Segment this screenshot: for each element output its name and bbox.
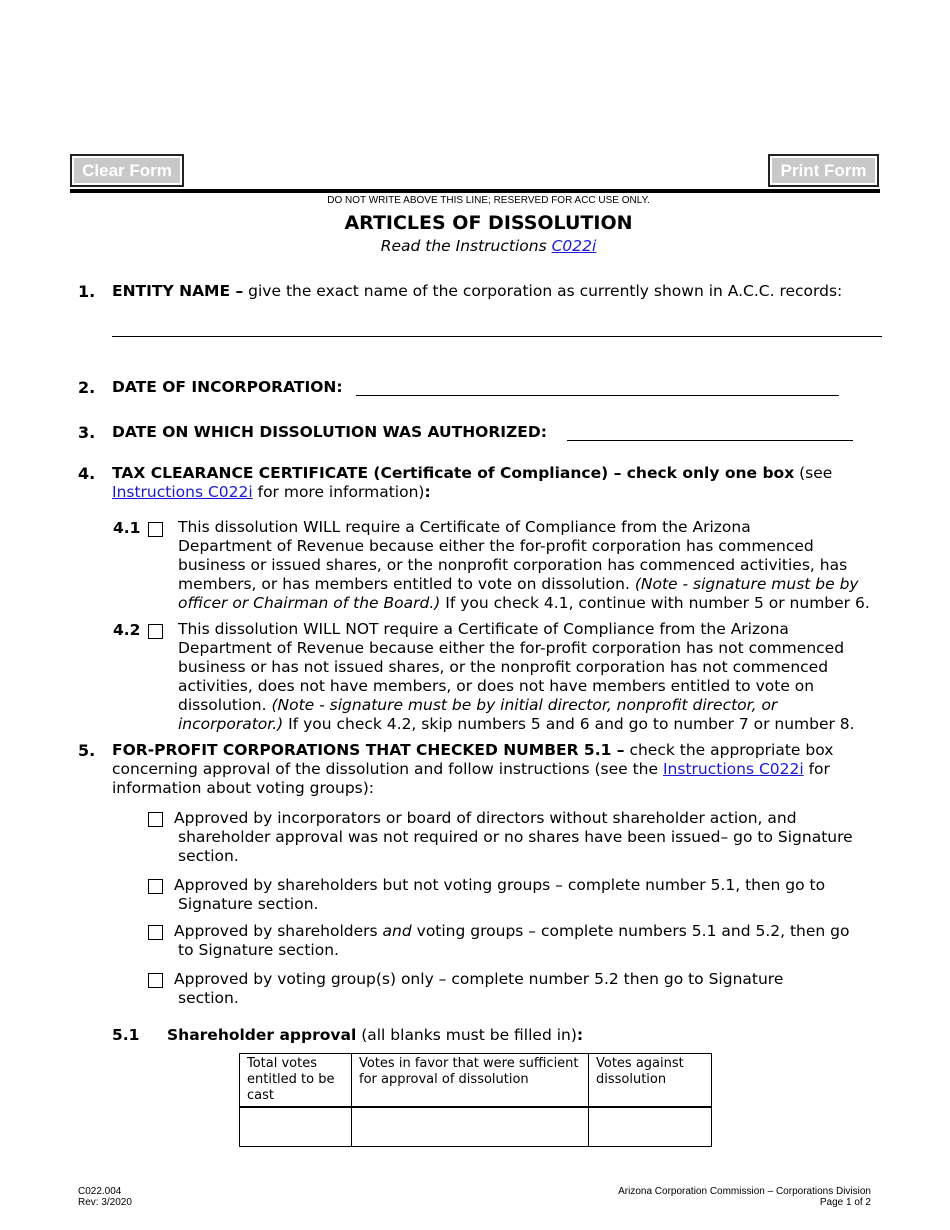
option-3-line: to Signature section.	[178, 941, 339, 959]
item-5-1-label	[167, 1026, 583, 1045]
option-1-text	[174, 809, 853, 866]
item-5-label	[112, 741, 833, 798]
instructions-link[interactable]: C022i	[551, 237, 597, 255]
table-input-row	[240, 1107, 712, 1147]
votes-against-field[interactable]	[589, 1107, 712, 1147]
item-4-number: 4.	[78, 464, 96, 483]
item-2-label: DATE OF INCORPORATION:	[112, 378, 343, 396]
option-4-line: Approved by voting group(s) only – complete number 5.2 then go to Signature	[174, 970, 784, 988]
instructions-link-5[interactable]: Instructions C022i	[662, 760, 804, 778]
item-5-number: 5.	[78, 741, 96, 760]
option-1-line: Approved by incorporators or board of directors without shareholder action, and	[174, 809, 797, 827]
item-4-2-line: business or has not issued shares, or the nonprofit corporation has not commenced	[178, 658, 829, 676]
clear-form-button[interactable]: Clear Form	[70, 154, 184, 187]
option-3-text-a: Approved by shareholders	[174, 922, 383, 940]
item-4-1-line	[178, 594, 870, 613]
checkbox-option-1[interactable]	[148, 812, 163, 827]
form-revision: Rev: 3/2020	[78, 1197, 132, 1208]
subtitle	[0, 237, 950, 255]
item-4-1-text-a: members, or has members entitled to vote on dissolution.	[178, 575, 635, 593]
item-1-number: 1.	[78, 282, 96, 301]
incorporation-date-field[interactable]	[356, 381, 839, 396]
item-5-text-a: concerning approval of the dissolution and follow instructions (see the	[112, 760, 663, 778]
item-4-bold: TAX CLEARANCE CERTIFICATE (Certificate of Compliance) – check only one box	[112, 464, 795, 482]
option-1-line: section.	[178, 847, 239, 865]
entity-name-field[interactable]	[112, 322, 882, 337]
item-5-1-number: 5.1	[112, 1026, 140, 1044]
item-4-text: (see	[794, 464, 833, 482]
subtitle-text: Read the Instructions	[380, 237, 552, 255]
item-4-label	[112, 464, 832, 483]
item-5-1-colon: :	[576, 1026, 584, 1044]
reserved-rule	[70, 189, 880, 193]
shareholder-votes-table	[239, 1053, 712, 1147]
votes-in-favor-field[interactable]	[352, 1107, 589, 1147]
dissolution-date-field[interactable]	[567, 426, 853, 441]
total-votes-field[interactable]	[240, 1107, 352, 1147]
checkbox-option-3[interactable]	[148, 925, 163, 940]
reserved-note: DO NOT WRITE ABOVE THIS LINE; RESERVED FOR ACC USE ONLY.	[327, 195, 650, 206]
item-4-1-line: This dissolution WILL require a Certificate of Compliance from the Arizona	[178, 518, 751, 536]
page-number: Page 1 of 2	[819, 1197, 871, 1208]
checkbox-option-4[interactable]	[148, 973, 163, 988]
item-4-1-line: business or issued shares, or the nonprofit corporation has commenced activities, has	[178, 556, 848, 574]
item-5-line	[112, 741, 833, 760]
item-4-line2	[112, 483, 431, 502]
instructions-link-4[interactable]: Instructions C022i	[112, 483, 253, 501]
checkbox-4-2[interactable]	[148, 624, 163, 639]
header-votes-against: Votes against dissolution	[589, 1054, 712, 1108]
option-3-and: and	[382, 922, 412, 940]
checkbox-option-2[interactable]	[148, 879, 163, 894]
item-5-1-text: (all blanks must be filled in)	[356, 1026, 577, 1044]
option-4-line: section.	[178, 989, 239, 1007]
item-1-label	[112, 282, 842, 301]
item-4-2-line	[178, 696, 855, 715]
item-5-line	[112, 760, 833, 779]
item-4-1-note-a: (Note - signature must be by	[634, 575, 859, 593]
item-1-text: give the exact name of the corporation as currently shown in A.C.C. records:	[243, 282, 843, 300]
item-2-number: 2.	[78, 378, 96, 397]
footer-left	[78, 1186, 132, 1208]
item-4-1-line: Department of Revenue because either the for-profit corporation has commenced	[178, 537, 814, 555]
item-5-bold: FOR-PROFIT CORPORATIONS THAT CHECKED NUMBER 5.1 –	[112, 741, 625, 759]
item-4-text2: for more information)	[252, 483, 425, 501]
item-5-1-bold: Shareholder approval	[167, 1026, 357, 1044]
item-4-2-note-b: incorporator.)	[178, 715, 284, 733]
table-header-row	[240, 1054, 712, 1108]
item-4-2-line: Department of Revenue because either the for-profit corporation has not commenced	[178, 639, 845, 657]
header-total-votes: Total votes entitled to be cast	[240, 1054, 352, 1108]
footer-right	[618, 1186, 871, 1208]
option-3-text	[174, 922, 849, 960]
item-4-2-line: This dissolution WILL NOT require a Certificate of Compliance from the Arizona	[178, 620, 789, 638]
item-4-1-line	[178, 575, 870, 594]
item-5-text-b: for	[803, 760, 830, 778]
item-3-number: 3.	[78, 423, 96, 442]
item-4-2-text-b: If you check 4.2, skip numbers 5 and 6 and go to number 7 or number 8.	[283, 715, 855, 733]
item-4-2-note-a: (Note - signature must be by initial director, nonprofit director, or	[271, 696, 778, 714]
item-4-1-text	[178, 518, 870, 613]
item-5-text: check the appropriate box	[624, 741, 834, 759]
page-title: ARTICLES OF DISSOLUTION	[344, 212, 633, 234]
item-1-bold: ENTITY NAME –	[112, 282, 244, 300]
option-1-line: shareholder approval was not required or no shares have been issued– go to Signature	[178, 828, 853, 846]
item-4-colon: :	[424, 483, 431, 501]
item-4-1-text-b: If you check 4.1, continue with number 5 or number 6.	[440, 594, 870, 612]
option-3-line	[174, 922, 849, 941]
item-4-2-text	[178, 620, 855, 734]
print-form-button[interactable]: Print Form	[768, 154, 879, 187]
item-4-1-note-b: officer or Chairman of the Board.)	[178, 594, 441, 612]
item-4-2-line	[178, 715, 855, 734]
option-2-text	[174, 876, 825, 914]
item-5-line: information about voting groups):	[112, 779, 375, 797]
checkbox-4-1[interactable]	[148, 522, 163, 537]
item-4-2-number: 4.2	[113, 621, 141, 639]
option-4-text	[174, 970, 783, 1008]
agency-name: Arizona Corporation Commission – Corporations Division	[618, 1186, 871, 1197]
item-4-2-text-a: dissolution.	[178, 696, 272, 714]
option-2-line: Approved by shareholders but not voting groups – complete number 5.1, then go to	[174, 876, 826, 894]
form-code: C022.004	[78, 1186, 122, 1197]
item-4-1-number: 4.1	[113, 519, 141, 537]
item-3-label: DATE ON WHICH DISSOLUTION WAS AUTHORIZED:	[112, 423, 547, 441]
option-3-text-c: voting groups – complete numbers 5.1 and 5.2, then go	[411, 922, 850, 940]
option-2-line: Signature section.	[178, 895, 319, 913]
header-votes-in-favor: Votes in favor that were sufficient for approval of dissolution	[352, 1054, 589, 1108]
item-4-2-line: activities, does not have members, or does not have members entitled to vote on	[178, 677, 815, 695]
